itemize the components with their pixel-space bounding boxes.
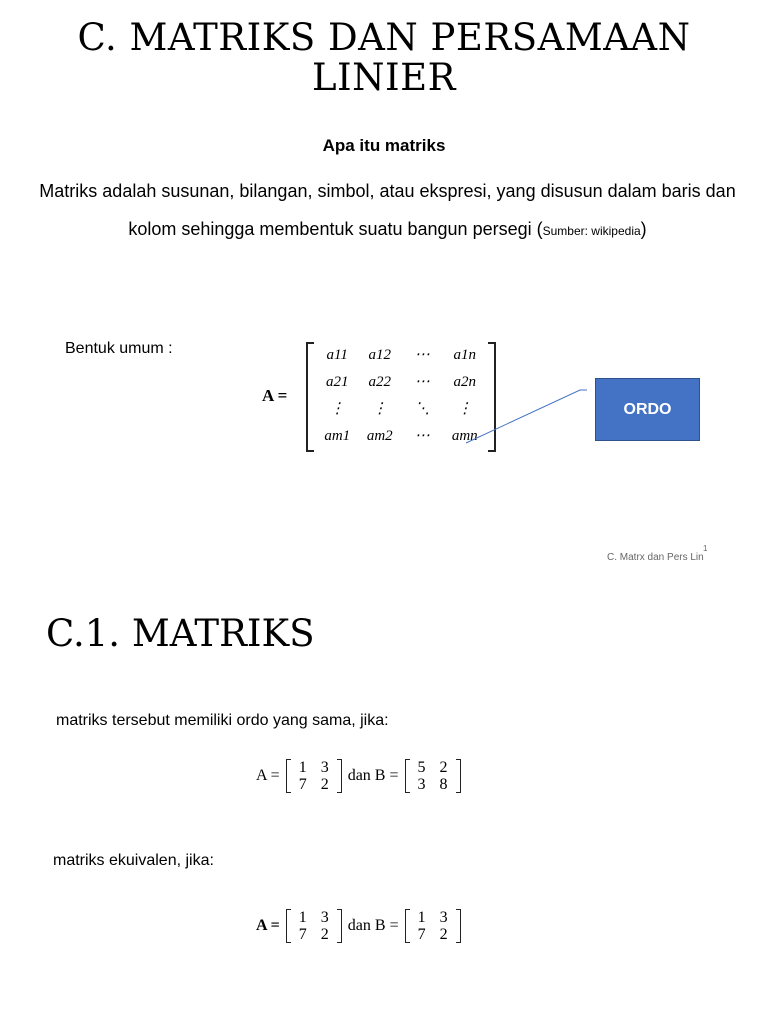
cell: 2 <box>439 759 448 776</box>
source-text: Sumber: wikipedia <box>542 224 641 238</box>
matrix-cell: am1 <box>324 428 351 444</box>
slide-footer: C. Matrx dan Pers Lin <box>607 552 704 563</box>
cell: 3 <box>417 776 426 793</box>
matrix-cell: ⋮ <box>372 401 388 417</box>
cell: 5 <box>417 759 426 776</box>
page-number: 1 <box>703 544 708 553</box>
matrix-cell: am2 <box>366 428 393 444</box>
matrix-cell: ⋯ <box>414 374 430 390</box>
matrix-cell: ⋱ <box>414 401 430 417</box>
cell: 7 <box>298 776 307 793</box>
matrix-cell: ⋮ <box>457 401 473 417</box>
same-order-text: matriks tersebut memiliki ordo yang sama, jika: <box>56 712 389 729</box>
cell: 7 <box>417 926 426 943</box>
cell: 1 <box>298 909 307 926</box>
cell: 3 <box>439 909 448 926</box>
matrix-cell: a2n <box>453 374 476 390</box>
paren-close: ) <box>640 219 647 239</box>
matrix-a <box>286 759 342 793</box>
slide-1-title: C. MATRIKS DAN PERSAMAAN LINIER <box>77 16 691 99</box>
matrix-cell: amn <box>451 428 478 444</box>
matrix-a-label: A = <box>256 767 280 784</box>
cell: 1 <box>298 759 307 776</box>
cell: 1 <box>417 909 426 926</box>
dan-b-label: dan B = <box>347 767 399 784</box>
equivalent-text: matriks ekuivalen, jika: <box>53 852 214 869</box>
cell: 2 <box>439 926 448 943</box>
general-form-label: Bentuk umum : <box>65 340 173 357</box>
matrix-cell: ⋮ <box>329 401 345 417</box>
matrix-cell: a21 <box>326 374 349 390</box>
cell: 2 <box>320 926 329 943</box>
matrix-cell: ⋯ <box>414 428 430 444</box>
ordo-callout: ORDO <box>595 378 700 441</box>
cell: 3 <box>320 909 329 926</box>
matrix-cell: a11 <box>326 347 348 363</box>
matrix-b <box>405 759 461 793</box>
matrix-a-label: A = <box>256 917 280 934</box>
slide-2-title: C.1. MATRIKS <box>46 612 315 655</box>
matrix-cell: a12 <box>368 347 391 363</box>
section-heading: Apa itu matriks <box>322 136 446 155</box>
cell: 3 <box>320 759 329 776</box>
matrix-cell: a22 <box>368 374 391 390</box>
matrix-name: A = <box>262 386 288 405</box>
matrix-cell: ⋯ <box>414 347 430 363</box>
cell: 8 <box>439 776 448 793</box>
equation-same-order <box>256 759 461 793</box>
dan-b-label: dan B = <box>347 917 399 934</box>
matrix-a <box>286 909 342 943</box>
matrix-cell: a1n <box>453 347 476 363</box>
cell: 2 <box>320 776 329 793</box>
cell: 7 <box>298 926 307 943</box>
equation-equivalent <box>256 909 461 943</box>
definition-text: Matriks adalah susunan, bilangan, simbol, atau ekspresi, yang disusun dalam baris dan kolom sehingga membentuk suatu bangun persegi ( <box>39 181 736 239</box>
matrix-b <box>405 909 461 943</box>
